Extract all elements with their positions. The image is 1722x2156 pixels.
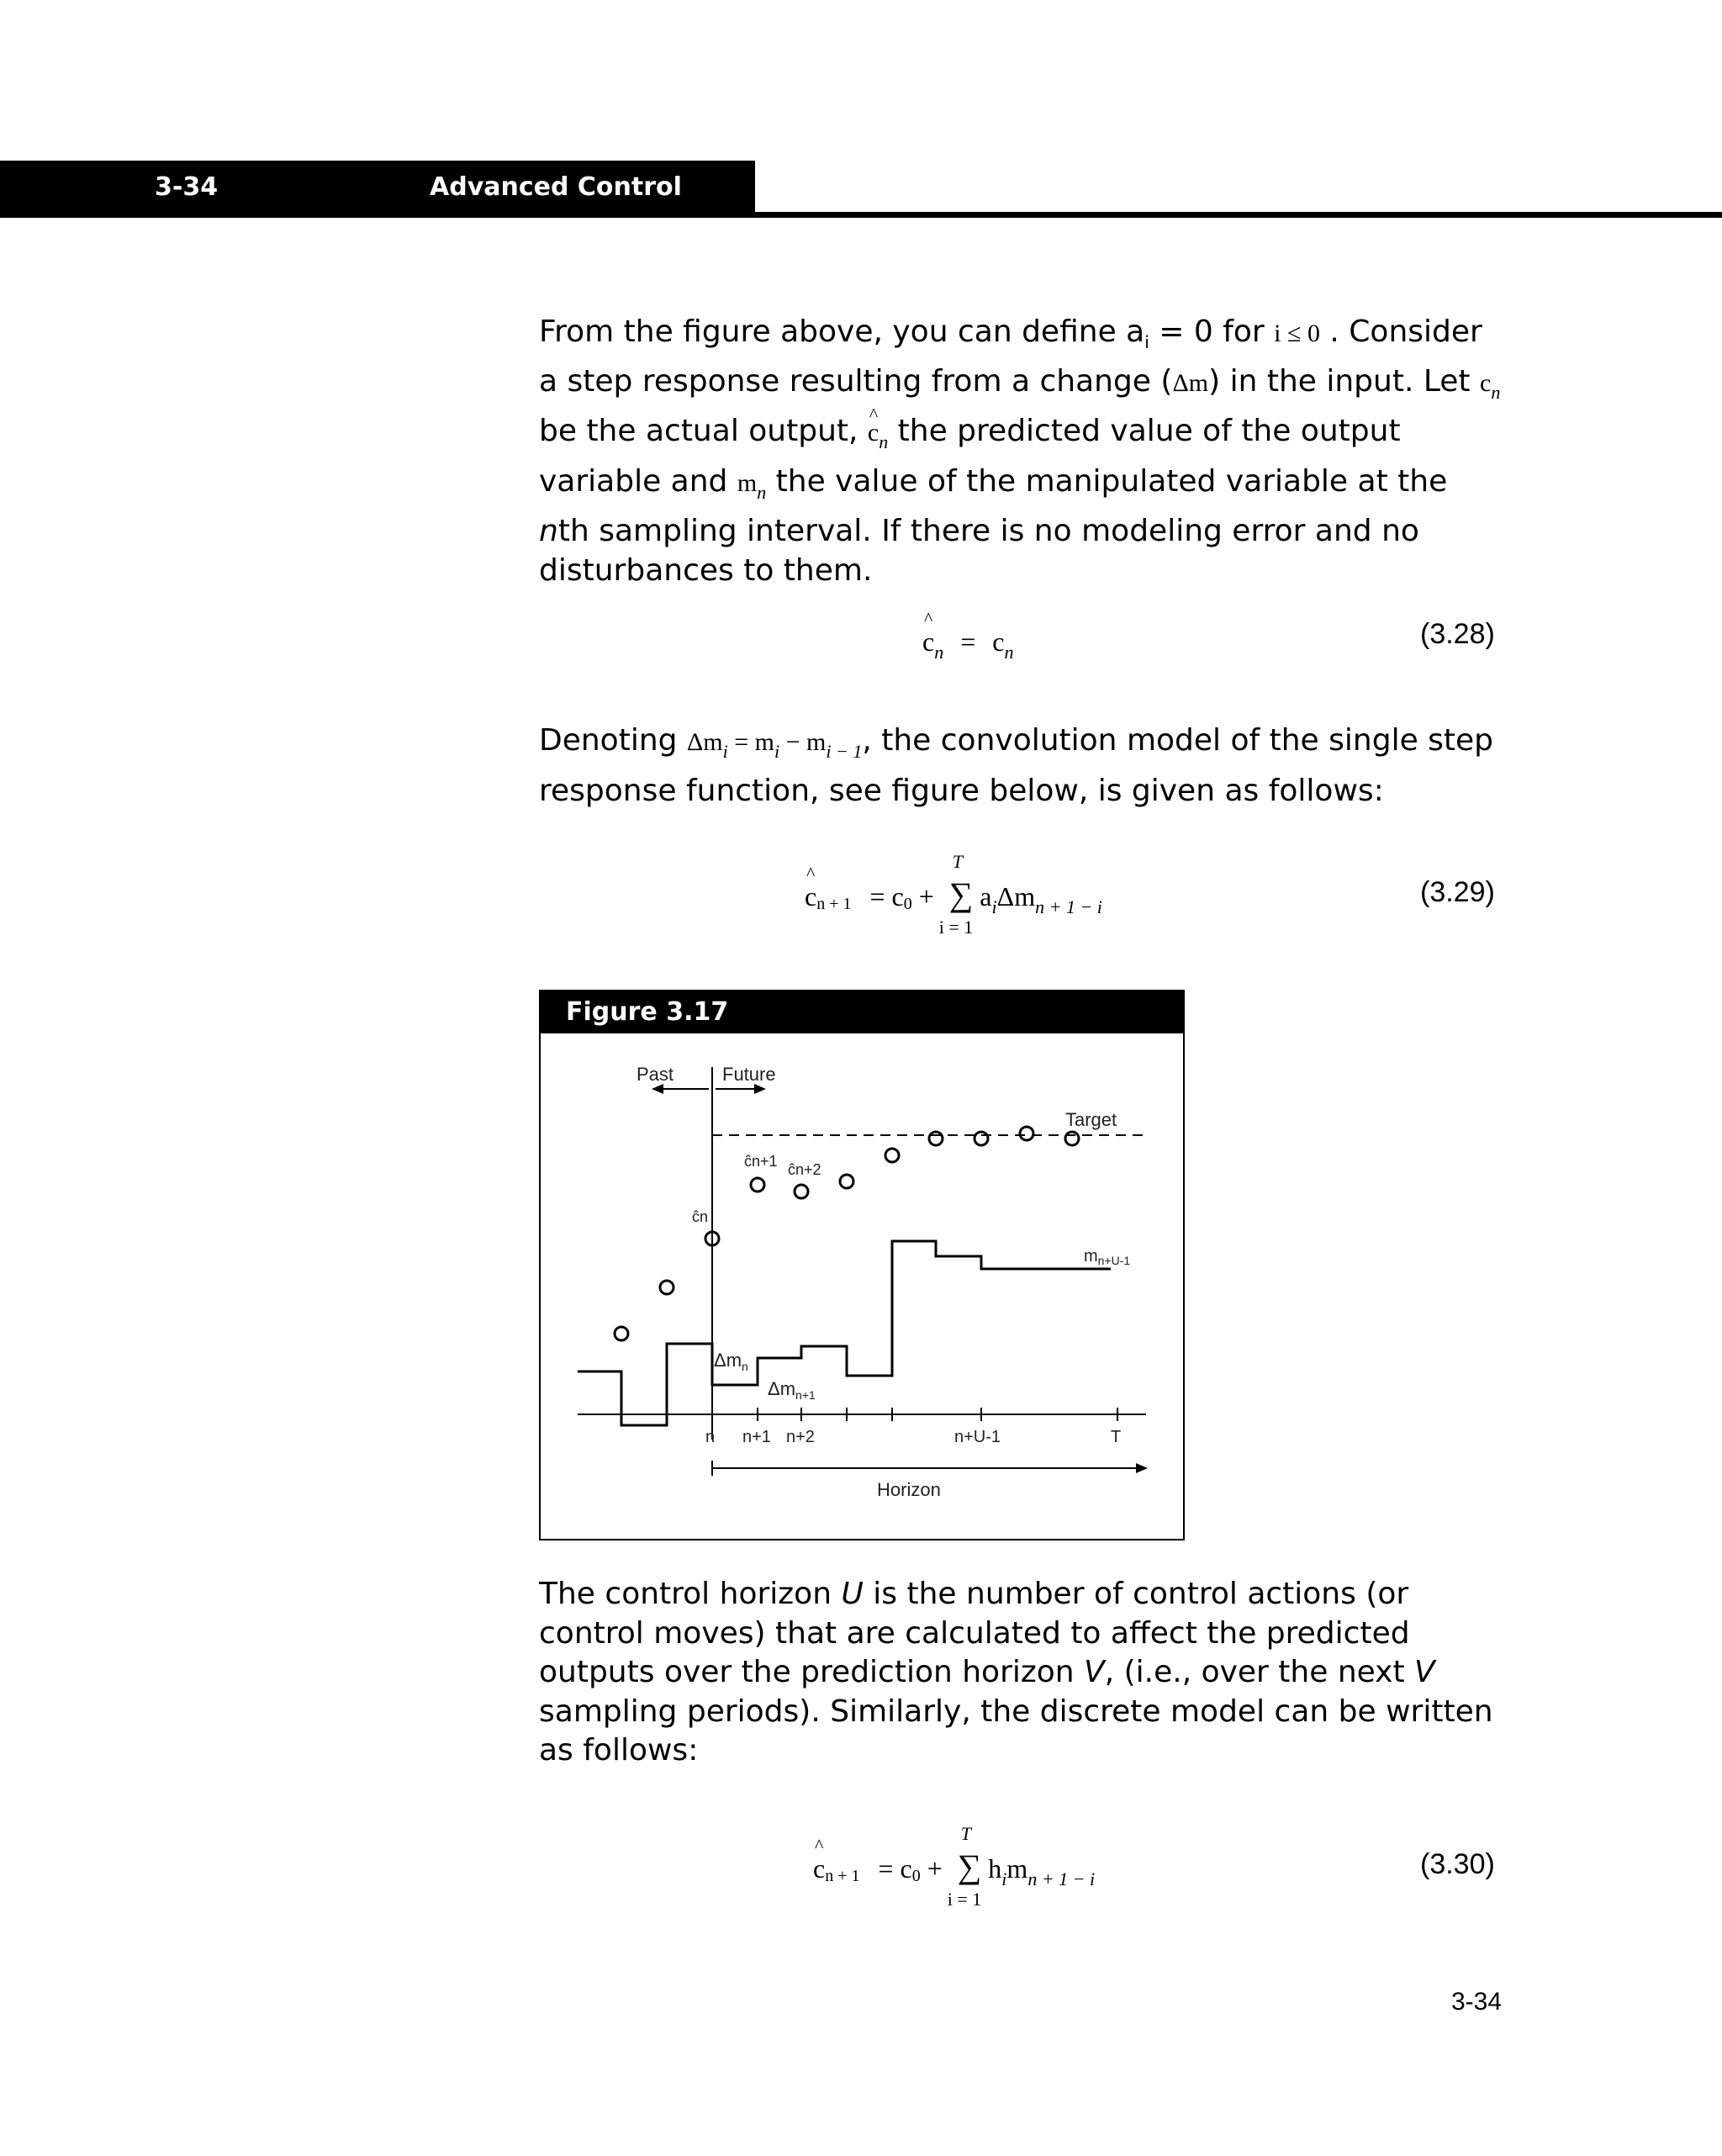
text-run: U bbox=[841, 1577, 864, 1611]
text-run: V bbox=[1414, 1655, 1435, 1689]
math-inline: T bbox=[960, 1823, 972, 1844]
header-section-title: Advanced Control bbox=[430, 172, 682, 202]
tick-nu1: n+U-1 bbox=[954, 1428, 1001, 1446]
math-inline: m bbox=[737, 468, 758, 497]
math-inline: n + 1 bbox=[825, 1867, 860, 1885]
header-rule bbox=[0, 212, 1722, 218]
math-inline: 0 bbox=[903, 895, 912, 913]
math-inline: = c bbox=[869, 881, 904, 912]
math-inline: m bbox=[1006, 1853, 1028, 1884]
math-inline: i bbox=[1001, 1868, 1007, 1889]
tick-n2: n+2 bbox=[786, 1428, 815, 1446]
label-cn2: ĉn+2 bbox=[788, 1161, 821, 1178]
math-inline: c bbox=[1479, 368, 1492, 397]
math-inline: Δm bbox=[1172, 368, 1209, 397]
text-run: ) in the input. Let bbox=[1208, 363, 1480, 399]
math-inline: + bbox=[927, 1853, 943, 1884]
output-point bbox=[929, 1132, 943, 1145]
math-inline: ^ c bbox=[805, 881, 816, 912]
math-inline: n + 1 − i bbox=[1027, 1868, 1096, 1889]
output-point bbox=[840, 1175, 853, 1188]
label-target: Target bbox=[1065, 1109, 1117, 1130]
math-inline: = m bbox=[727, 728, 774, 756]
output-point bbox=[1020, 1127, 1033, 1140]
output-point bbox=[751, 1178, 764, 1192]
tick-n: n bbox=[705, 1428, 716, 1446]
math-inline: i ≤ 0 bbox=[1274, 320, 1320, 347]
equation-3-29 bbox=[805, 851, 1102, 938]
math-inline: n bbox=[757, 481, 767, 503]
arrow-right-icon bbox=[754, 1084, 766, 1094]
math-inline: i = 1 bbox=[938, 917, 974, 938]
label-future: Future bbox=[722, 1064, 776, 1085]
label-m: $m_{n+U-1}$ bbox=[1084, 1247, 1131, 1267]
text-run: , (i.e., over the next bbox=[1104, 1655, 1415, 1689]
label-cn: ĉn bbox=[692, 1208, 709, 1225]
math-inline: n + 1 − i bbox=[1035, 896, 1102, 917]
paragraph-intro bbox=[539, 313, 1506, 590]
output-point bbox=[660, 1281, 673, 1294]
math-inline: 0 bbox=[911, 1867, 921, 1885]
mpc-horizon-diagram bbox=[541, 1033, 1183, 1539]
text-run: V bbox=[1084, 1655, 1105, 1689]
label-cn1: ĉn+1 bbox=[744, 1153, 778, 1170]
math-inline: ∑ bbox=[957, 1847, 982, 1885]
math-inline: i bbox=[991, 896, 997, 917]
math-inline: h bbox=[988, 1853, 1002, 1884]
equation-3-28 bbox=[922, 626, 1013, 663]
arrow-left-icon bbox=[652, 1084, 663, 1094]
equation-number: (3.28) bbox=[1420, 618, 1495, 650]
paragraph-convolution bbox=[539, 721, 1506, 811]
math-inline: Δm bbox=[996, 881, 1036, 912]
label-past: Past bbox=[637, 1064, 674, 1085]
equation-number: (3.30) bbox=[1420, 1848, 1495, 1880]
text-run: sampling periods). Similarly, the discrete model can be written as follows: bbox=[539, 1694, 1493, 1768]
math-inline: n bbox=[879, 431, 889, 453]
math-inline: ^ c bbox=[868, 414, 879, 453]
math-inline: i bbox=[722, 741, 728, 762]
math-inline: = bbox=[960, 626, 976, 657]
math-inline: T bbox=[952, 851, 964, 872]
math-inline: i = 1 bbox=[947, 1889, 982, 1910]
math-inline: n + 1 bbox=[816, 895, 852, 913]
header-page-number: 3-34 bbox=[155, 172, 219, 202]
text-run: th sampling interval. If there is no modeling error and no disturbances to them. bbox=[539, 514, 1419, 588]
math-inline: ∑ bbox=[948, 875, 974, 913]
arrow-right-icon bbox=[1136, 1463, 1148, 1473]
text-run: i bbox=[1144, 332, 1149, 353]
tick-n1: n+1 bbox=[742, 1428, 771, 1446]
math-inline: n bbox=[1004, 642, 1014, 663]
output-points bbox=[615, 1127, 1079, 1340]
math-inline: Δm bbox=[686, 728, 723, 756]
label-delta-mn: $\Delta m_n$ bbox=[714, 1350, 748, 1373]
math-inline: n bbox=[1491, 381, 1501, 403]
math-inline: − m bbox=[779, 728, 827, 756]
output-point bbox=[1065, 1132, 1079, 1145]
text-run: is the number of control actions (or control moves) that are calculated to affect the predicted outputs over the prediction horizon bbox=[539, 1577, 1410, 1689]
math-inline: n bbox=[934, 642, 944, 663]
math-inline: a bbox=[980, 881, 992, 912]
equation-3-30 bbox=[813, 1823, 1096, 1910]
tick-T: T bbox=[1111, 1428, 1122, 1446]
manipulated-variable-trace bbox=[578, 1241, 1111, 1425]
math-inline: i − 1 bbox=[826, 741, 863, 762]
text-run: the value of the manipulated variable at the bbox=[766, 463, 1448, 499]
math-inline: i bbox=[774, 741, 780, 762]
text-run: The control horizon bbox=[539, 1577, 842, 1611]
output-point bbox=[885, 1149, 899, 1162]
footer-page-number: 3-34 bbox=[1451, 1988, 1503, 2016]
equation-number: (3.29) bbox=[1420, 876, 1495, 908]
math-inline: = c bbox=[878, 1853, 912, 1884]
math-inline: ^ c bbox=[922, 626, 934, 658]
math-inline: c bbox=[992, 626, 1005, 657]
text-run: . Consider a step response resulting from a change ( bbox=[539, 314, 1482, 399]
text-run: From the figure above, you can define a bbox=[539, 314, 1145, 349]
math-inline: ^ c bbox=[813, 1853, 825, 1884]
text-run: n bbox=[539, 514, 558, 549]
text-run: be the actual output, bbox=[539, 414, 868, 449]
text-run: = 0 for bbox=[1149, 314, 1275, 349]
text-run: Denoting bbox=[539, 723, 687, 758]
output-point bbox=[975, 1132, 988, 1145]
figure-title: Figure 3.17 bbox=[541, 991, 1183, 1033]
paragraph-control-horizon bbox=[539, 1575, 1506, 1771]
text-run: the predicted value of the output variable and bbox=[539, 414, 1401, 499]
label-delta-mn1: $\Delta m_{n+1}$ bbox=[768, 1378, 816, 1402]
math-inline: + bbox=[918, 881, 934, 912]
figure-3-17 bbox=[539, 990, 1185, 1540]
text-run: , the convolution model of the single step response function, see figure below, is given as follows: bbox=[539, 723, 1494, 808]
output-point bbox=[615, 1327, 628, 1340]
output-point bbox=[795, 1185, 808, 1198]
label-horizon: Horizon bbox=[877, 1479, 941, 1500]
